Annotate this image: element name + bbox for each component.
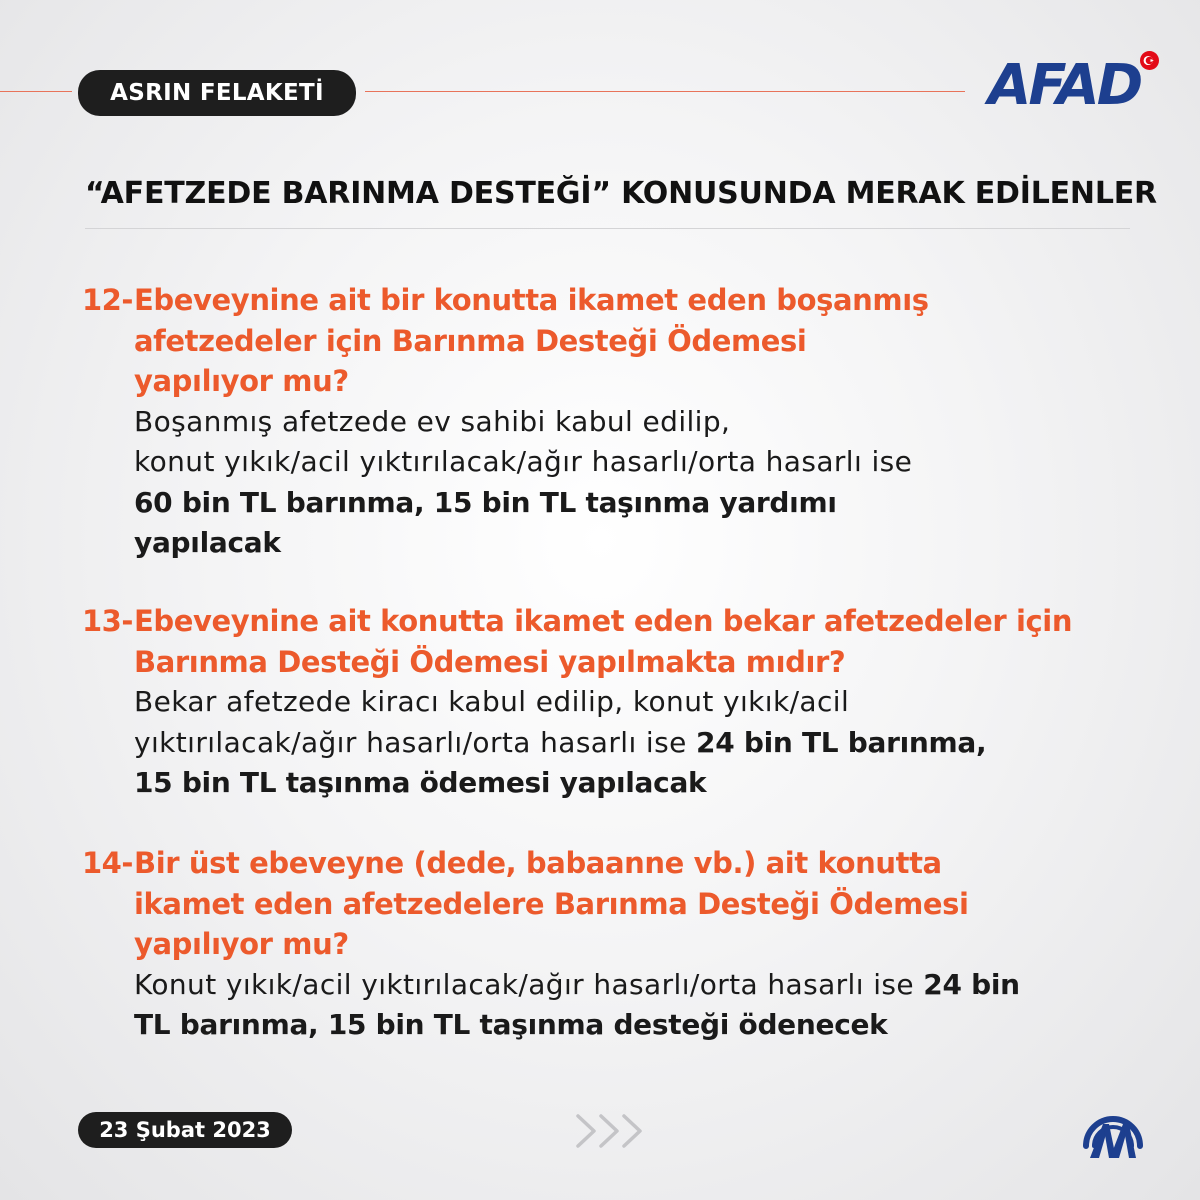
afad-logo	[988, 50, 1168, 125]
header-rule-left	[0, 91, 72, 92]
answer-span: yıktırılacak/ağır hasarlı/orta hasarlı ise	[134, 725, 697, 759]
faq-item-12	[82, 280, 1142, 564]
answer-line	[134, 965, 1142, 1006]
question-text	[134, 843, 969, 965]
answer	[134, 965, 1142, 1046]
question	[82, 280, 1142, 402]
question-line: afetzedeler için Barınma Desteği Ödemesi	[134, 323, 807, 358]
answer-line-bold: TL barınma, 15 bin TL taşınma desteği ödenecek	[134, 1008, 888, 1041]
answer-line: Bekar afetzede kiracı kabul edilip, konut yıkık/acil	[134, 685, 850, 718]
answer-line-bold: yapılacak	[134, 526, 281, 559]
afad-logo-text: AFAD	[988, 53, 1141, 118]
header-rule-right	[365, 91, 965, 92]
faq-item-13	[82, 601, 1142, 804]
question-line: yapılıyor mu?	[134, 927, 349, 961]
faq-item-14	[82, 843, 1142, 1046]
question-line: Ebeveynine ait bir konutta ikamet eden boşanmış	[134, 283, 929, 317]
answer-span-bold: 24 bin	[923, 967, 1020, 1001]
header-badge: ASRIN FELAKETİ	[78, 70, 356, 116]
answer-span: Konut yıkık/acil yıktırılacak/ağır hasarlı/orta hasarlı ise	[134, 967, 924, 1001]
aa-logo-icon	[1078, 1102, 1148, 1162]
triple-chevron-right-icon[interactable]	[574, 1110, 646, 1152]
question-number: 13-	[82, 604, 133, 638]
answer-line: konut yıkık/acil yıktırılacak/ağır hasarlı/orta hasarlı ise	[134, 445, 913, 478]
answer	[134, 682, 1142, 804]
question-text	[134, 601, 1072, 682]
page-title: “AFETZEDE BARINMA DESTEĞİ” KONUSUNDA MERAK EDİLENLER	[85, 176, 1157, 211]
answer-line-bold: 15 bin TL taşınma ödemesi yapılacak	[134, 766, 707, 799]
answer-line	[134, 723, 1142, 764]
question-number: 14-	[82, 846, 133, 880]
answer-line-bold: 60 bin TL barınma, 15 bin TL taşınma yardımı	[134, 485, 837, 519]
question-number: 12-	[82, 283, 133, 317]
question-text	[134, 280, 929, 402]
question-line: Barınma Desteği Ödemesi yapılmakta mıdır?	[134, 644, 846, 679]
question-line: Ebeveynine ait konutta ikamet eden bekar afetzedeler için	[134, 604, 1073, 638]
question	[82, 843, 1142, 965]
answer-span-bold: 24 bin TL barınma,	[696, 725, 987, 759]
question-line: ikamet eden afetzedelere Barınma Desteği Ödemesi	[134, 886, 969, 921]
question-line: Bir üst ebeveyne (dede, babaanne vb.) ait konutta	[134, 846, 942, 880]
question-line: yapılıyor mu?	[134, 364, 349, 398]
answer-line: Boşanmış afetzede ev sahibi kabul edilip,	[134, 404, 731, 438]
question	[82, 601, 1142, 682]
date-badge: 23 Şubat 2023	[78, 1112, 292, 1148]
title-divider	[85, 228, 1130, 229]
answer	[134, 402, 1142, 564]
turkish-flag-icon	[1140, 51, 1159, 70]
